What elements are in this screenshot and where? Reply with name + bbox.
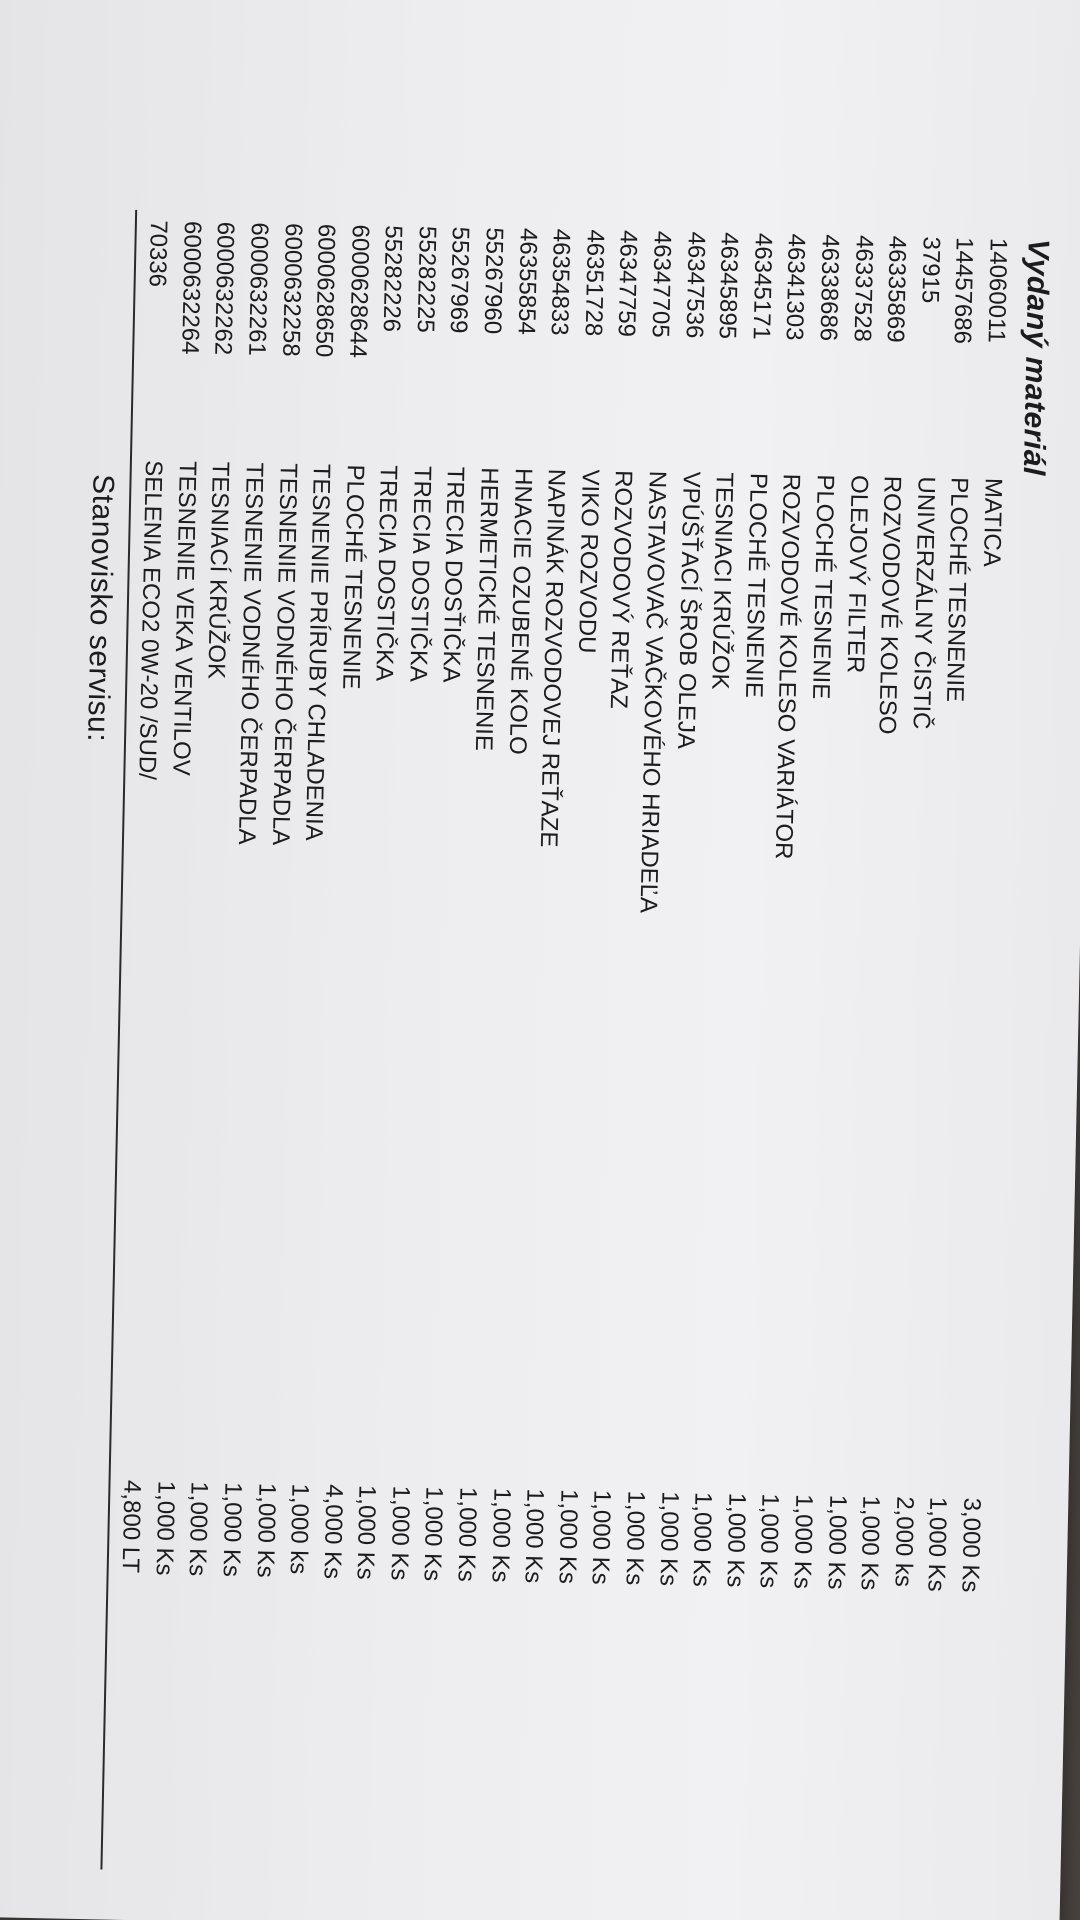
material-quantity: 4,000 Ks bbox=[318, 1483, 348, 1580]
material-quantity: 1,000 Ks bbox=[620, 1490, 650, 1586]
material-name: TESNENIE VODNÉHO ČERPADLA bbox=[266, 462, 302, 846]
material-name: HNACIE OZUBENÉ KOLO bbox=[503, 467, 537, 755]
material-name: PLOCHÉ TESNENIE bbox=[336, 464, 369, 690]
material-code: 6000632261 bbox=[243, 222, 273, 357]
material-quantity: 1,000 Ks bbox=[183, 1481, 213, 1577]
material-name: PLOCHÉ TESNENIE bbox=[739, 472, 772, 699]
material-quantity: 1,000 Ks bbox=[721, 1492, 751, 1588]
material-quantity: 1,000 Ks bbox=[486, 1487, 516, 1583]
material-code: 46355854 bbox=[512, 227, 542, 336]
material-quantity: 1,000 Ks bbox=[855, 1495, 885, 1591]
material-code: 46335869 bbox=[881, 235, 912, 343]
material-code: 55282226 bbox=[377, 224, 408, 333]
material-code: 55282225 bbox=[411, 225, 441, 334]
material-name: ROZVODOVÉ KOLESO bbox=[873, 475, 906, 735]
material-code: 46354833 bbox=[545, 228, 576, 336]
material-quantity: 1,000 Ks bbox=[150, 1480, 180, 1576]
material-code: 14060011 bbox=[982, 237, 1012, 344]
material-code: 46337528 bbox=[848, 234, 878, 343]
material-code: 6000632264 bbox=[175, 220, 206, 355]
material-code: 46347705 bbox=[646, 230, 676, 338]
material-code: 37915 bbox=[916, 236, 945, 304]
material-quantity: 1,000 Ks bbox=[687, 1491, 717, 1588]
service-statement-label: Stanovisko servisu: bbox=[81, 473, 120, 743]
material-name: MATICA bbox=[977, 477, 1007, 568]
material-name: VIKO ROZVODU bbox=[572, 469, 604, 654]
material-name: UNIVERZÁLNY ČISTIČ bbox=[907, 476, 940, 730]
material-name: PLOCHÉ TESNENIE bbox=[941, 476, 974, 703]
material-quantity: 1,000 Ks bbox=[586, 1489, 616, 1585]
material-name: HERMETICKÉ TESNENIE bbox=[470, 467, 503, 752]
material-name: TRECIA DOSTIČKA bbox=[404, 465, 436, 683]
material-quantity: 1,000 Ks bbox=[385, 1485, 415, 1581]
material-quantity: 1,000 Ks bbox=[251, 1482, 281, 1578]
material-quantity: 4,800 LT bbox=[116, 1479, 146, 1574]
material-name: ROZVODOVÝ REŤAZ bbox=[605, 469, 638, 710]
material-code: 46351728 bbox=[579, 229, 609, 337]
material-name: TESNIACÍ KRÚŽOK bbox=[202, 461, 235, 680]
material-quantity: 1,000 Ks bbox=[452, 1486, 482, 1583]
material-quantity: 1,000 Ks bbox=[351, 1484, 381, 1580]
material-quantity: 1,000 ks bbox=[284, 1483, 314, 1575]
material-quantity: 1,000 Ks bbox=[553, 1488, 583, 1585]
material-quantity: 3,000 Ks bbox=[956, 1497, 986, 1593]
material-quantity: 1,000 Ks bbox=[754, 1493, 784, 1589]
material-name: TRECIA DOSŤIČKA bbox=[437, 466, 470, 683]
material-quantity: 1,000 Ks bbox=[654, 1491, 684, 1587]
material-name: TESNENIE VEKA VENTILOV bbox=[167, 460, 201, 776]
material-list bbox=[108, 220, 1015, 1838]
document-title: Vydaný materiál bbox=[1016, 238, 1055, 477]
material-code: 46347536 bbox=[680, 231, 710, 339]
material-code: 6000632258 bbox=[276, 222, 307, 357]
material-quantity: 1,000 Ks bbox=[788, 1493, 818, 1590]
material-quantity: 1,000 Ks bbox=[419, 1486, 449, 1582]
material-name: PLOCHÉ TESNENIE bbox=[807, 474, 839, 700]
material-name: NAPINÁK ROZVODOVEJ REŤAZE bbox=[535, 468, 571, 848]
material-quantity: 1,000 Ks bbox=[822, 1494, 852, 1590]
material-code: 55267969 bbox=[445, 226, 475, 334]
material-code: 46338686 bbox=[814, 234, 844, 342]
material-name: TESNENIE VODNÉHO ČERPADLA bbox=[232, 462, 268, 845]
material-code: 6000632262 bbox=[209, 221, 240, 356]
material-name: SELENIA ECO2 0W-20 /SUD/ bbox=[133, 460, 168, 781]
material-code: 14457686 bbox=[948, 236, 979, 345]
material-code: 6000628644 bbox=[343, 224, 374, 359]
material-name: ROZVODOVÉ KOLESO VARIÁTOR bbox=[770, 473, 806, 860]
material-code: 46345171 bbox=[747, 232, 777, 341]
material-code: 70336 bbox=[143, 220, 173, 288]
material-name: NASTAVOVAČ VAČKOVÉHO HRIADEĽA bbox=[634, 470, 671, 914]
material-name: TESNIACI KRÚŽOK bbox=[706, 471, 739, 690]
material-name: VPÚŠŤACÍ ŠROB OLEJA bbox=[671, 471, 705, 750]
material-code: 55267960 bbox=[478, 227, 508, 335]
material-code: 6000628650 bbox=[310, 223, 341, 358]
material-code: 46345895 bbox=[713, 232, 744, 340]
material-name: OLEJOVÝ FILTER bbox=[841, 474, 873, 674]
material-name: TESNENIE PRÍRUBY CHLADENIA bbox=[300, 463, 336, 841]
material-quantity: 2,000 ks bbox=[889, 1495, 919, 1588]
material-quantity: 1,000 Ks bbox=[519, 1488, 549, 1584]
material-code: 46341303 bbox=[781, 233, 811, 341]
material-quantity: 1,000 Ks bbox=[217, 1481, 247, 1578]
material-code: 46347759 bbox=[613, 229, 643, 338]
material-name: TRECIA DOSTIČKA bbox=[370, 464, 403, 682]
material-quantity: 1,000 Ks bbox=[922, 1496, 952, 1592]
